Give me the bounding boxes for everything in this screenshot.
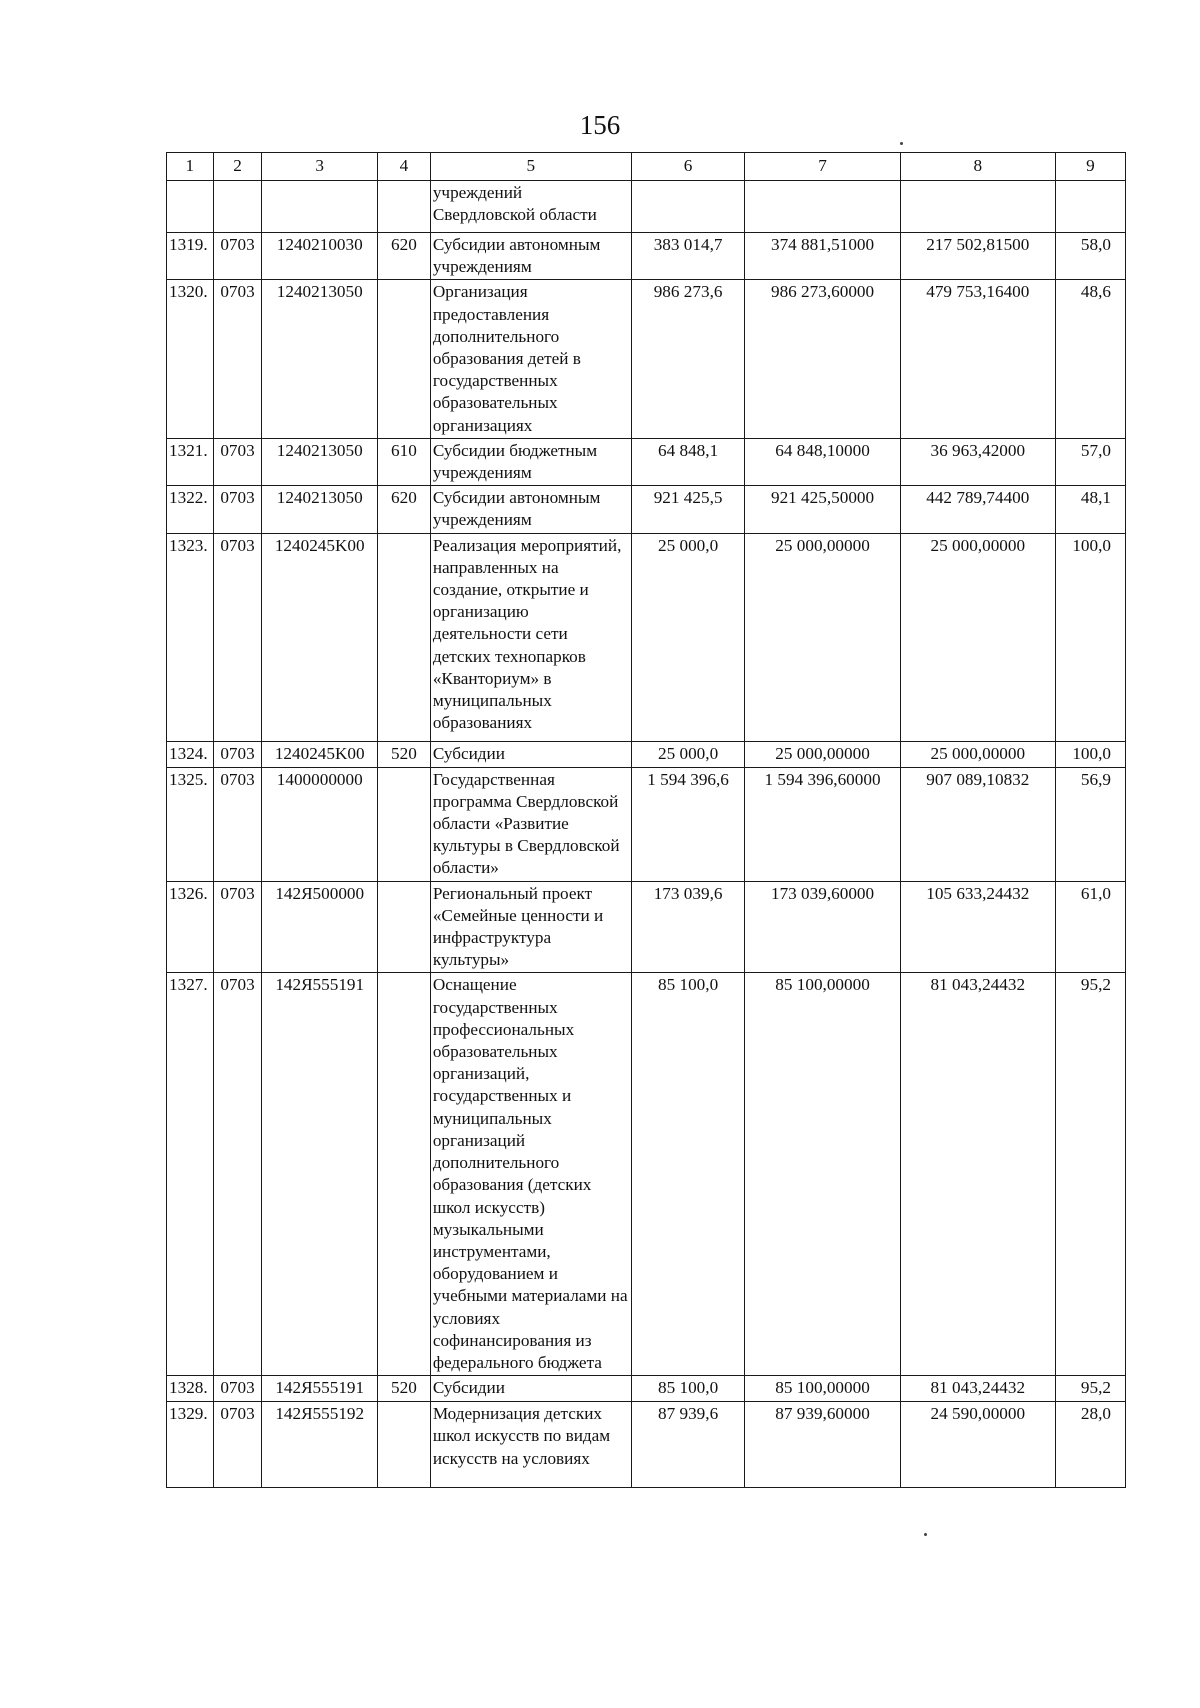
row-number-cell: 1327. (167, 973, 214, 1376)
section-code-cell: 0703 (213, 881, 262, 973)
executed-amount-cell: 217 502,81500 (900, 233, 1055, 280)
column-header: 6 (631, 153, 745, 181)
executed-amount-cell (900, 181, 1055, 233)
execution-percent-cell: 56,9 (1055, 767, 1125, 881)
expense-name-cell: Реализация мероприятий, направленных на создание, открытие и организацию деятельности сети детских технопарков «Кванториум» в муниципальных образованиях (430, 533, 631, 741)
approved-amount-cell: 173 039,60000 (745, 881, 900, 973)
executed-amount-cell: 81 043,24432 (900, 1376, 1055, 1402)
planned-amount-cell: 986 273,6 (631, 280, 745, 438)
page-number: 156 (579, 110, 621, 140)
expense-name-cell: Субсидии (430, 741, 631, 767)
expense-type-code-cell (378, 181, 431, 233)
column-header: 4 (378, 153, 431, 181)
expense-name-cell: Государственная программа Свердловской области «Развитие культуры в Свердловской области» (430, 767, 631, 881)
expense-type-code-cell: 520 (378, 1376, 431, 1402)
table-row (167, 486, 1126, 533)
expense-type-code-cell (378, 533, 431, 741)
row-number-cell: 1323. (167, 533, 214, 741)
planned-amount-cell: 1 594 396,6 (631, 767, 745, 881)
executed-amount-cell: 25 000,00000 (900, 533, 1055, 741)
target-article-code-cell: 1240245K00 (262, 533, 378, 741)
execution-percent-cell: 48,6 (1055, 280, 1125, 438)
approved-amount-cell: 85 100,00000 (745, 1376, 900, 1402)
expense-type-code-cell (378, 1402, 431, 1488)
row-number-cell: 1322. (167, 486, 214, 533)
planned-amount-cell: 921 425,5 (631, 486, 745, 533)
table-row (167, 533, 1126, 741)
execution-percent-cell: 48,1 (1055, 486, 1125, 533)
execution-percent-cell: 100,0 (1055, 741, 1125, 767)
column-header: 9 (1055, 153, 1125, 181)
table-row (167, 438, 1126, 485)
row-number-cell: 1326. (167, 881, 214, 973)
target-article-code-cell: 1240213050 (262, 438, 378, 485)
section-code-cell: 0703 (213, 533, 262, 741)
row-number-cell: 1329. (167, 1402, 214, 1488)
expense-type-code-cell: 610 (378, 438, 431, 485)
execution-percent-cell: 58,0 (1055, 233, 1125, 280)
table-row (167, 881, 1126, 973)
execution-percent-cell: 57,0 (1055, 438, 1125, 485)
column-header: 5 (430, 153, 631, 181)
table-row (167, 767, 1126, 881)
row-number-cell: 1321. (167, 438, 214, 485)
planned-amount-cell: 173 039,6 (631, 881, 745, 973)
execution-percent-cell (1055, 181, 1125, 233)
section-code-cell: 0703 (213, 233, 262, 280)
expense-name-cell: Модернизация детских школ искусств по видам искусств на условиях (430, 1402, 631, 1488)
section-code-cell: 0703 (213, 767, 262, 881)
expense-name-cell: Субсидии (430, 1376, 631, 1402)
table-row (167, 181, 1126, 233)
row-number-cell: 1320. (167, 280, 214, 438)
expense-name-cell: Оснащение государственных профессиональных образовательных организаций, государственных и муниципальных организаций дополнительного образования (детских школ искусств) музыкальными инструментами, оборудованием и учебными материалами на условиях софинансирования из федерального бюджета (430, 973, 631, 1376)
approved-amount-cell (745, 181, 900, 233)
column-header: 8 (900, 153, 1055, 181)
row-number-cell: 1324. (167, 741, 214, 767)
table-row (167, 280, 1126, 438)
expense-type-code-cell: 620 (378, 233, 431, 280)
table-row (167, 973, 1126, 1376)
expense-name-cell: Субсидии бюджетным учреждениям (430, 438, 631, 485)
section-code-cell (213, 181, 262, 233)
table-row (167, 741, 1126, 767)
expense-name-cell: Субсидии автономным учреждениям (430, 486, 631, 533)
planned-amount-cell: 64 848,1 (631, 438, 745, 485)
section-code-cell: 0703 (213, 973, 262, 1376)
expense-type-code-cell (378, 767, 431, 881)
target-article-code-cell: 1240210030 (262, 233, 378, 280)
execution-percent-cell: 61,0 (1055, 881, 1125, 973)
executed-amount-cell: 25 000,00000 (900, 741, 1055, 767)
planned-amount-cell: 383 014,7 (631, 233, 745, 280)
section-code-cell: 0703 (213, 741, 262, 767)
executed-amount-cell: 442 789,74400 (900, 486, 1055, 533)
column-number-header-row (167, 153, 1126, 181)
approved-amount-cell: 921 425,50000 (745, 486, 900, 533)
column-header: 2 (213, 153, 262, 181)
expense-type-code-cell: 520 (378, 741, 431, 767)
section-code-cell: 0703 (213, 1376, 262, 1402)
target-article-code-cell: 1240245K00 (262, 741, 378, 767)
target-article-code-cell: 142Я555191 (262, 973, 378, 1376)
executed-amount-cell: 24 590,00000 (900, 1402, 1055, 1488)
scan-speck (900, 142, 903, 145)
approved-amount-cell: 25 000,00000 (745, 533, 900, 741)
row-number-cell: 1328. (167, 1376, 214, 1402)
executed-amount-cell: 36 963,42000 (900, 438, 1055, 485)
executed-amount-cell: 105 633,24432 (900, 881, 1055, 973)
approved-amount-cell: 25 000,00000 (745, 741, 900, 767)
expense-name-cell: Региональный проект «Семейные ценности и инфраструктура культуры» (430, 881, 631, 973)
approved-amount-cell: 374 881,51000 (745, 233, 900, 280)
section-code-cell: 0703 (213, 1402, 262, 1488)
execution-percent-cell: 100,0 (1055, 533, 1125, 741)
planned-amount-cell: 25 000,0 (631, 533, 745, 741)
planned-amount-cell: 85 100,0 (631, 1376, 745, 1402)
execution-percent-cell: 28,0 (1055, 1402, 1125, 1488)
executed-amount-cell: 81 043,24432 (900, 973, 1055, 1376)
target-article-code-cell (262, 181, 378, 233)
row-number-cell (167, 181, 214, 233)
table-row (167, 1376, 1126, 1402)
column-header: 3 (262, 153, 378, 181)
approved-amount-cell: 1 594 396,60000 (745, 767, 900, 881)
planned-amount-cell: 25 000,0 (631, 741, 745, 767)
budget-table (166, 152, 1126, 1488)
row-number-cell: 1325. (167, 767, 214, 881)
planned-amount-cell: 87 939,6 (631, 1402, 745, 1488)
target-article-code-cell: 1240213050 (262, 280, 378, 438)
expense-name-cell: Организация предоставления дополнительного образования детей в государственных образовательных организациях (430, 280, 631, 438)
table-row (167, 233, 1126, 280)
executed-amount-cell: 907 089,10832 (900, 767, 1055, 881)
column-header: 7 (745, 153, 900, 181)
target-article-code-cell: 1240213050 (262, 486, 378, 533)
expense-type-code-cell (378, 881, 431, 973)
target-article-code-cell: 1400000000 (262, 767, 378, 881)
target-article-code-cell: 142Я555191 (262, 1376, 378, 1402)
expense-type-code-cell: 620 (378, 486, 431, 533)
executed-amount-cell: 479 753,16400 (900, 280, 1055, 438)
section-code-cell: 0703 (213, 280, 262, 438)
execution-percent-cell: 95,2 (1055, 1376, 1125, 1402)
row-number-cell: 1319. (167, 233, 214, 280)
section-code-cell: 0703 (213, 438, 262, 485)
scan-speck (924, 1533, 927, 1536)
target-article-code-cell: 142Я555192 (262, 1402, 378, 1488)
approved-amount-cell: 85 100,00000 (745, 973, 900, 1376)
approved-amount-cell: 87 939,60000 (745, 1402, 900, 1488)
target-article-code-cell: 142Я500000 (262, 881, 378, 973)
planned-amount-cell (631, 181, 745, 233)
planned-amount-cell: 85 100,0 (631, 973, 745, 1376)
table-row (167, 1402, 1126, 1488)
execution-percent-cell: 95,2 (1055, 973, 1125, 1376)
approved-amount-cell: 986 273,60000 (745, 280, 900, 438)
expense-name-cell: учреждений Свердловской области (430, 181, 631, 233)
expense-type-code-cell (378, 973, 431, 1376)
approved-amount-cell: 64 848,10000 (745, 438, 900, 485)
column-header: 1 (167, 153, 214, 181)
section-code-cell: 0703 (213, 486, 262, 533)
expense-name-cell: Субсидии автономным учреждениям (430, 233, 631, 280)
expense-type-code-cell (378, 280, 431, 438)
